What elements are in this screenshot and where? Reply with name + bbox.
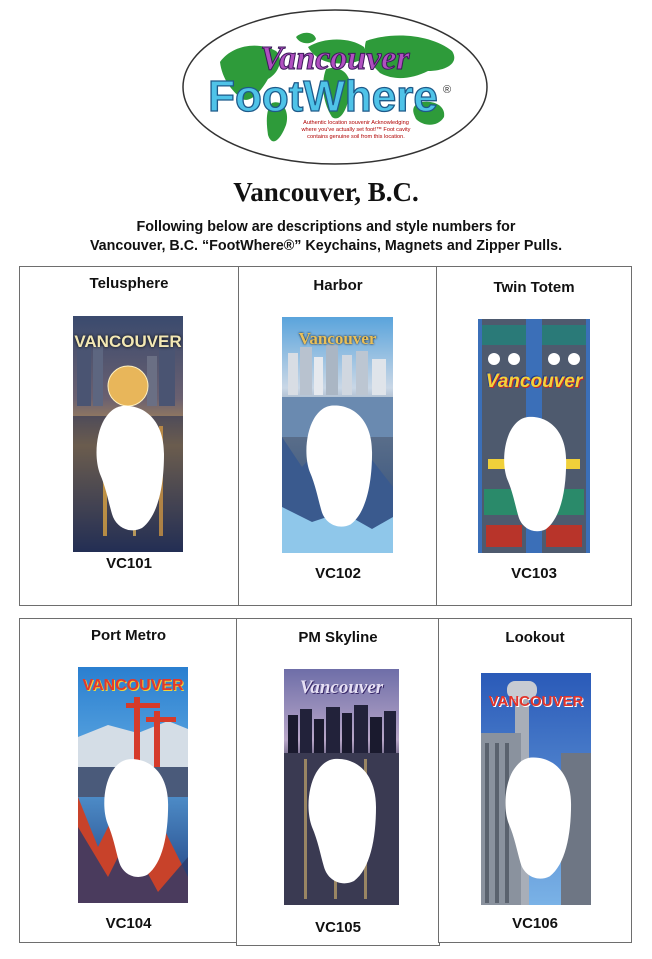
page-title: Vancouver, B.C. bbox=[233, 177, 419, 207]
product-card-vc101[interactable] bbox=[19, 266, 239, 606]
product-name: Twin Totem bbox=[493, 279, 575, 296]
product-card-vc103[interactable] bbox=[436, 266, 632, 606]
product-name: Harbor bbox=[313, 277, 363, 294]
product-code: VC103 bbox=[511, 565, 557, 582]
product-code: VC105 bbox=[315, 919, 361, 936]
logo-fine-print-2: where you've actually set foot!™ Foot cavity bbox=[301, 127, 411, 133]
product-card-vc102[interactable] bbox=[238, 266, 438, 606]
product-code: VC104 bbox=[105, 915, 152, 932]
product-image-port-metro bbox=[78, 667, 188, 903]
product-code: VC106 bbox=[512, 915, 558, 932]
product-image-twin-totem bbox=[478, 319, 590, 553]
product-image-pm-skyline bbox=[284, 669, 399, 905]
foot-cavity-icon bbox=[501, 755, 573, 881]
logo-fine-print-1: Authentic location souvenir Acknowledging bbox=[303, 120, 409, 126]
logo-fine-print-3: contains genuine soil from this location. bbox=[307, 134, 405, 140]
product-card-vc104[interactable] bbox=[19, 618, 238, 943]
product-name: Port Metro bbox=[91, 627, 166, 644]
logo-emblem bbox=[180, 7, 490, 167]
product-code: VC102 bbox=[315, 565, 361, 582]
foot-cavity-icon bbox=[92, 404, 166, 532]
art-title: Vancouver bbox=[485, 371, 583, 392]
art-title: VANCOUVER bbox=[82, 677, 184, 694]
art-title: Vancouver bbox=[298, 329, 377, 348]
product-card-vc105[interactable] bbox=[236, 618, 440, 946]
product-name: Lookout bbox=[505, 629, 565, 646]
product-code: VC101 bbox=[106, 555, 152, 572]
logo-registered-mark: ® bbox=[443, 84, 452, 96]
art-title: VANCOUVER bbox=[488, 693, 584, 710]
page-subtitle bbox=[0, 218, 652, 256]
art-title: Vancouver bbox=[299, 677, 384, 698]
product-image-harbor bbox=[282, 317, 393, 553]
subtitle-line-1: Following below are descriptions and style numbers for bbox=[136, 219, 516, 235]
product-name: PM Skyline bbox=[298, 629, 378, 646]
subtitle-line-2: Vancouver, B.C. “FootWhere®” Keychains, Magnets and Zipper Pulls. bbox=[89, 238, 563, 254]
foot-cavity-icon bbox=[100, 755, 170, 881]
foot-cavity-icon bbox=[304, 757, 378, 885]
product-name: Telusphere bbox=[89, 275, 169, 292]
logo-brand-word: FootWhere bbox=[208, 72, 438, 121]
product-image-telusphere bbox=[73, 316, 183, 552]
foot-cavity-icon bbox=[302, 403, 374, 529]
footwhere-logo bbox=[180, 7, 490, 167]
logo-vancouver-word: Vancouver bbox=[260, 40, 410, 77]
product-card-vc106[interactable] bbox=[438, 618, 632, 943]
product-image-lookout bbox=[481, 673, 591, 905]
art-title: VANCOUVER bbox=[74, 332, 182, 351]
foot-cavity-icon bbox=[500, 413, 568, 535]
